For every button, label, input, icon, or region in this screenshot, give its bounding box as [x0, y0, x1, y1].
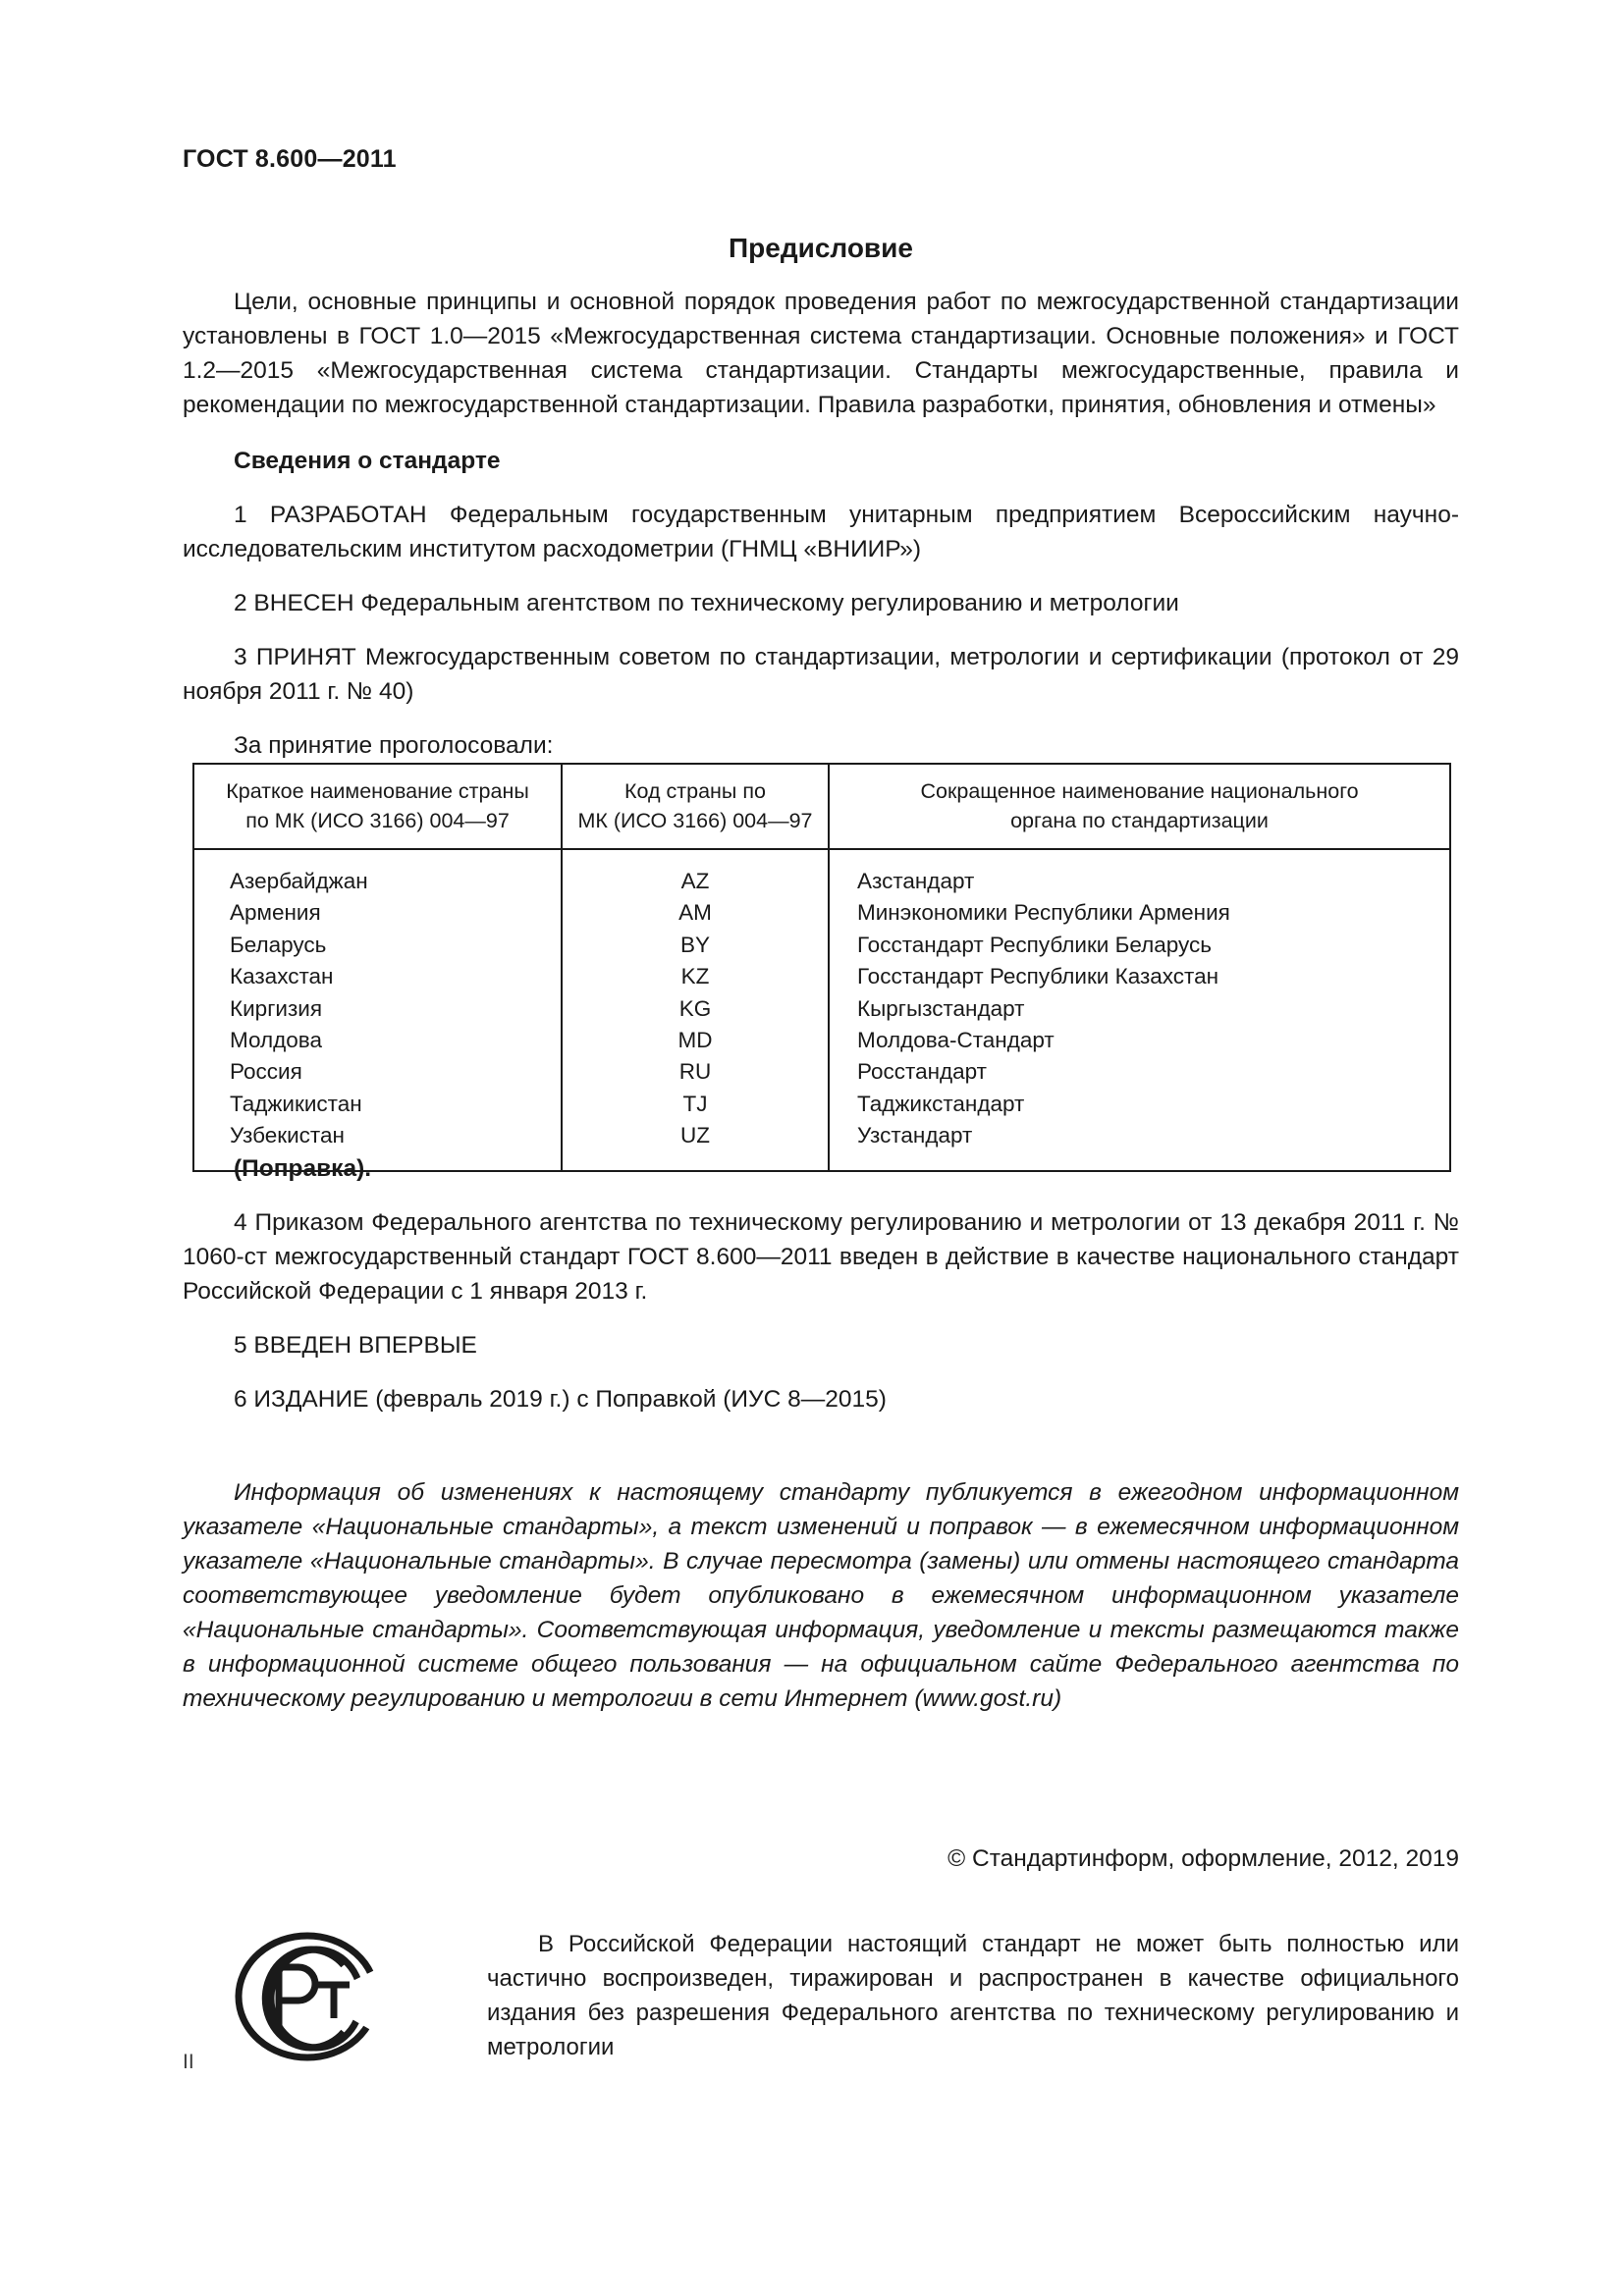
- column-header-country: [193, 764, 562, 849]
- list-item: Госстандарт Республики Беларусь: [857, 932, 1213, 957]
- list-item: AZ: [680, 869, 710, 893]
- column-header-code-line1: Код страны по: [624, 779, 766, 803]
- column-header-body-line1: Сокращенное наименование национального: [920, 779, 1359, 803]
- preface-body: [183, 285, 1459, 763]
- list-item: Минэкономики Республики Армения: [857, 900, 1230, 926]
- after-item-6: 6 ИЗДАНИЕ (февраль 2019 г.) с Поправкой (ИУС 8—2015): [234, 1386, 887, 1413]
- list-item: Россия: [230, 1059, 302, 1085]
- list-item: Армения: [230, 900, 321, 926]
- amendments-note: [183, 1475, 1459, 1716]
- column-header-body-line2: органа по стандартизации: [1010, 809, 1269, 832]
- intro-paragraph: Цели, основные принципы и основной порядок проведения работ по межгосударственной стандартизации установлены в ГОСТ 1.0—2015 «Межгосударственная система стандартизации. Основные положения» и ГОСТ 1.2—2015 «Межгосударственная система стандартизации. Стандарты межгосударственные, правила и рекомендации по межгосударственной стандартизации. Правила разработки, принятия, обновления и отмены»: [183, 289, 1459, 418]
- vote-table-header-row: [193, 764, 1450, 849]
- page-header-standard-number: ГОСТ 8.600—2011: [183, 145, 397, 173]
- code-list: [563, 866, 828, 1152]
- correction-label: (Поправка).: [234, 1155, 372, 1182]
- list-item: Казахстан: [230, 964, 334, 989]
- table-row: [193, 849, 1450, 1171]
- cell-code-column: [562, 849, 829, 1171]
- cell-country-column: [193, 849, 562, 1171]
- list-item: MD: [677, 1028, 713, 1053]
- list-item: Азербайджан: [230, 869, 368, 893]
- list-item: Молдова-Стандарт: [857, 1028, 1055, 1053]
- vote-table-body: [193, 849, 1450, 1171]
- list-item: Беларусь: [230, 932, 327, 957]
- list-item: Азстандарт: [857, 869, 975, 893]
- list-item: Кыргызстандарт: [857, 995, 1025, 1021]
- column-header-code-line2: МК (ИСО 3166) 004—97: [577, 809, 813, 832]
- after-item-4: 4 Приказом Федерального агентства по техническому регулированию и метрологии от 13 декабря 2011 г. № 1060-ст межгосударственный стандарт ГОСТ 8.600—2011 введен в действие в качестве национального стандарт Российской Федерации с 1 января 2013 г.: [183, 1209, 1459, 1305]
- vote-table-container: [192, 763, 1451, 1172]
- standardization-body-list: [857, 866, 1449, 1152]
- info-section-heading: Сведения о стандарте: [234, 448, 501, 474]
- column-header-country-line2: по МК (ИСО 3166) 004—97: [245, 809, 510, 832]
- list-item: TJ: [682, 1091, 708, 1116]
- vote-intro-text: За принятие проголосовали:: [234, 732, 554, 759]
- amendments-note-text: Информация об изменениях к настоящему стандарту публикуется в ежегодном информационном указателе «Национальные стандарты», а текст изменений и поправок — в ежемесячном информационном указателе «Национальные стандарты». В случае пересмотра (замены) или отмены настоящего стандарта соответствующее уведомление будет опубликовано в ежемесячном информационном указателе «Национальные стандарты». Соответствующая информация, уведомление и тексты размещаются также в информационной системе общего пользования — на официальном сайте Федерального агентства по техническому регулированию и метрологии в сети Интернет (www.gost.ru): [183, 1479, 1459, 1712]
- list-item: Киргизия: [230, 995, 323, 1021]
- info-item-3: 3 ПРИНЯТ Межгосударственным советом по стандартизации, метрологии и сертификации (протокол от 29 ноября 2011 г. № 40): [183, 644, 1459, 705]
- column-header-code: [562, 764, 829, 849]
- after-table-section: [183, 1151, 1459, 1416]
- after-item-5: 5 ВВЕДЕН ВПЕРВЫЕ: [234, 1332, 477, 1359]
- list-item: RU: [678, 1059, 712, 1085]
- vote-table-head: [193, 764, 1450, 849]
- info-item-2: 2 ВНЕСЕН Федеральным агентством по техническому регулированию и метрологии: [234, 590, 1179, 616]
- country-list: [230, 866, 561, 1152]
- list-item: KZ: [680, 964, 710, 989]
- list-item: KG: [678, 995, 712, 1021]
- list-item: Таджикистан: [230, 1091, 362, 1116]
- list-item: AM: [678, 900, 712, 926]
- page-title: Предисловие: [729, 232, 913, 263]
- column-header-country-line1: Краткое наименование страны: [226, 779, 529, 803]
- list-item: Госстандарт Республики Казахстан: [857, 964, 1219, 989]
- list-item: Таджикстандарт: [857, 1091, 1025, 1116]
- copyright-line: © Стандартинформ, оформление, 2012, 2019: [947, 1845, 1459, 1872]
- cell-standardization-body-column: [829, 849, 1450, 1171]
- vote-table: [192, 763, 1451, 1172]
- list-item: Узбекистан: [230, 1123, 345, 1148]
- page-number: II: [183, 2051, 194, 2073]
- footer-notice-text: В Российской Федерации настоящий стандарт не может быть полностью или частично воспроизведен, тиражирован и распространен в качестве официального издания без разрешения Федерального агентства по техническому регулированию и метрологии: [487, 1931, 1459, 2060]
- list-item: Росстандарт: [857, 1059, 987, 1085]
- list-item: Молдова: [230, 1028, 322, 1053]
- column-header-body: [829, 764, 1450, 849]
- list-item: UZ: [680, 1123, 710, 1148]
- list-item: Узстандарт: [857, 1123, 973, 1148]
- list-item: BY: [679, 932, 710, 957]
- footer-notice: [183, 1927, 1459, 2064]
- info-item-1: 1 РАЗРАБОТАН Федеральным государственным унитарным предприятием Всероссийским научно-исследовательским институтом расходометрии (ГНМЦ «ВНИИР»): [183, 502, 1459, 562]
